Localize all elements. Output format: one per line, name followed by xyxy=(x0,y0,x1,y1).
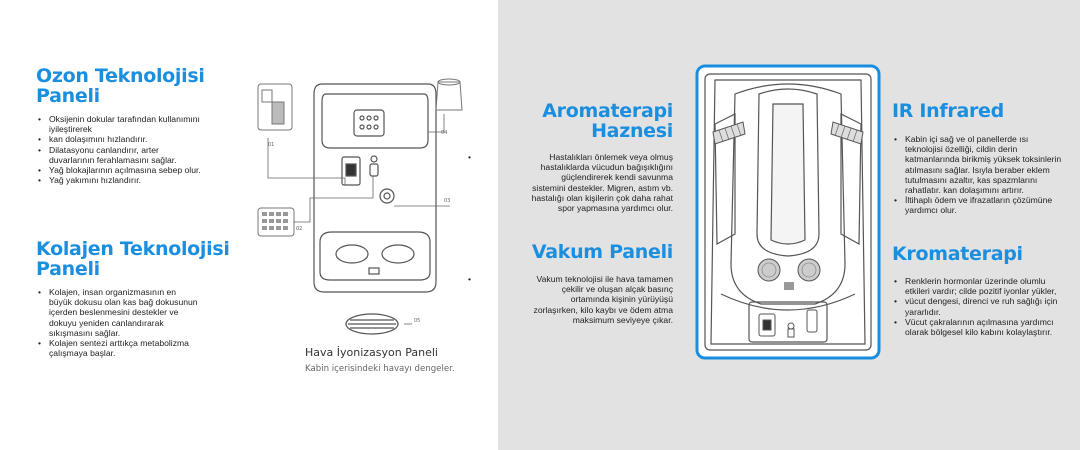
list-item: • Kolajen sentezi arttıkça metabolizma çalışmaya başlar. xyxy=(38,338,198,358)
diagram-caption-title: Hava İyonizasyon Paneli xyxy=(305,346,438,359)
list-item: • Kolajen, insan organizmasının en büyük dokusu olan kas bağ dokusunun içerden beslenmesini destekler ve dokuyu yeniden canlandırarak sıkışmasını sağlar. xyxy=(38,287,198,338)
ozon-list xyxy=(38,114,203,185)
list-item: • Renklerin hormonlar üzerinde olumlu etkileri vardır; cilde pozitif iyonlar yükler, xyxy=(894,276,1059,296)
label-05: 05 xyxy=(414,318,421,324)
list-item: • İltihaplı ödem ve ifrazatların çözümüne yardımcı olur. xyxy=(894,195,1064,215)
list-item: • Yağ yakımını hızlandırır. xyxy=(38,175,203,185)
label-03: 03 xyxy=(444,198,451,204)
list-item: • vücut dengesi, direnci ve ruh sağlığı için yararlıdır. xyxy=(894,296,1059,316)
list-item: • Kabin içi sağ ve ol panellerde ısı teknolojisi özelliği, cildin derin katmanlarında birikmiş yüksek toksinlerin atılmasını sağlar. Isıyla beraber eklem tutulmasını azaltır, kas spazmlarını rahatlatır. kan dolaşımını artırır. xyxy=(894,134,1064,195)
label-02: 02 xyxy=(296,226,303,232)
kolajen-list xyxy=(38,287,198,358)
list-item: • Vakum teknolojisi ile hava tamamen çekilir ve oluşan alçak basınç ortamında kişinin yürüyüşü zorlaşırken, kilo kaybı ve ödem atma maksimum seviyeye çıkar. xyxy=(528,274,673,325)
vakum-list xyxy=(528,274,673,325)
list-item: • Dilatasyonu canlandırır, arter duvarlarının ferahlamasını sağlar. xyxy=(38,145,203,165)
label-04: 04 xyxy=(441,130,448,136)
list-item: • kan dolaşımını hızlandırır. xyxy=(38,134,203,144)
kroma-list xyxy=(894,276,1059,337)
ir-title: IR Infrared xyxy=(892,100,1004,122)
aroma-list xyxy=(528,152,673,213)
kroma-title: Kromaterapi xyxy=(892,243,1023,265)
front-panel-diagram xyxy=(250,72,480,352)
list-item: • Hastalıkları önlemek veya olmuş hastalıklarda vücudun bağışıklığını güçlendirerek kendi savunma sistemini destekler. Migren, astım vb. hastalığı olan kişilerin çok daha rahat spor yapmasına yardımcı olur. xyxy=(528,152,673,213)
label-01: 01 xyxy=(268,142,275,148)
list-item: • Yağ blokajlarının açılmasına sebep olur. xyxy=(38,165,203,175)
diagram-caption-subtitle: Kabin içerisindeki havayı dengeler. xyxy=(305,364,455,374)
kolajen-title: Kolajen Teknolojisi Paneli xyxy=(36,238,230,280)
list-item: • Vücut çakralarının açılmasına yardımcı olarak bölgesel kilo kabını kolaylaştırır. xyxy=(894,317,1059,337)
vakum-title: Vakum Paneli xyxy=(531,241,673,263)
aroma-title: Aromaterapi Haznesi xyxy=(542,100,673,142)
cabin-diagram xyxy=(695,64,881,360)
ozon-title: Ozon Teknolojisi Paneli xyxy=(36,65,205,107)
ir-list xyxy=(894,134,1064,216)
list-item: • Oksijenin dokular tarafından kullanımını iyileştirerek xyxy=(38,114,203,134)
